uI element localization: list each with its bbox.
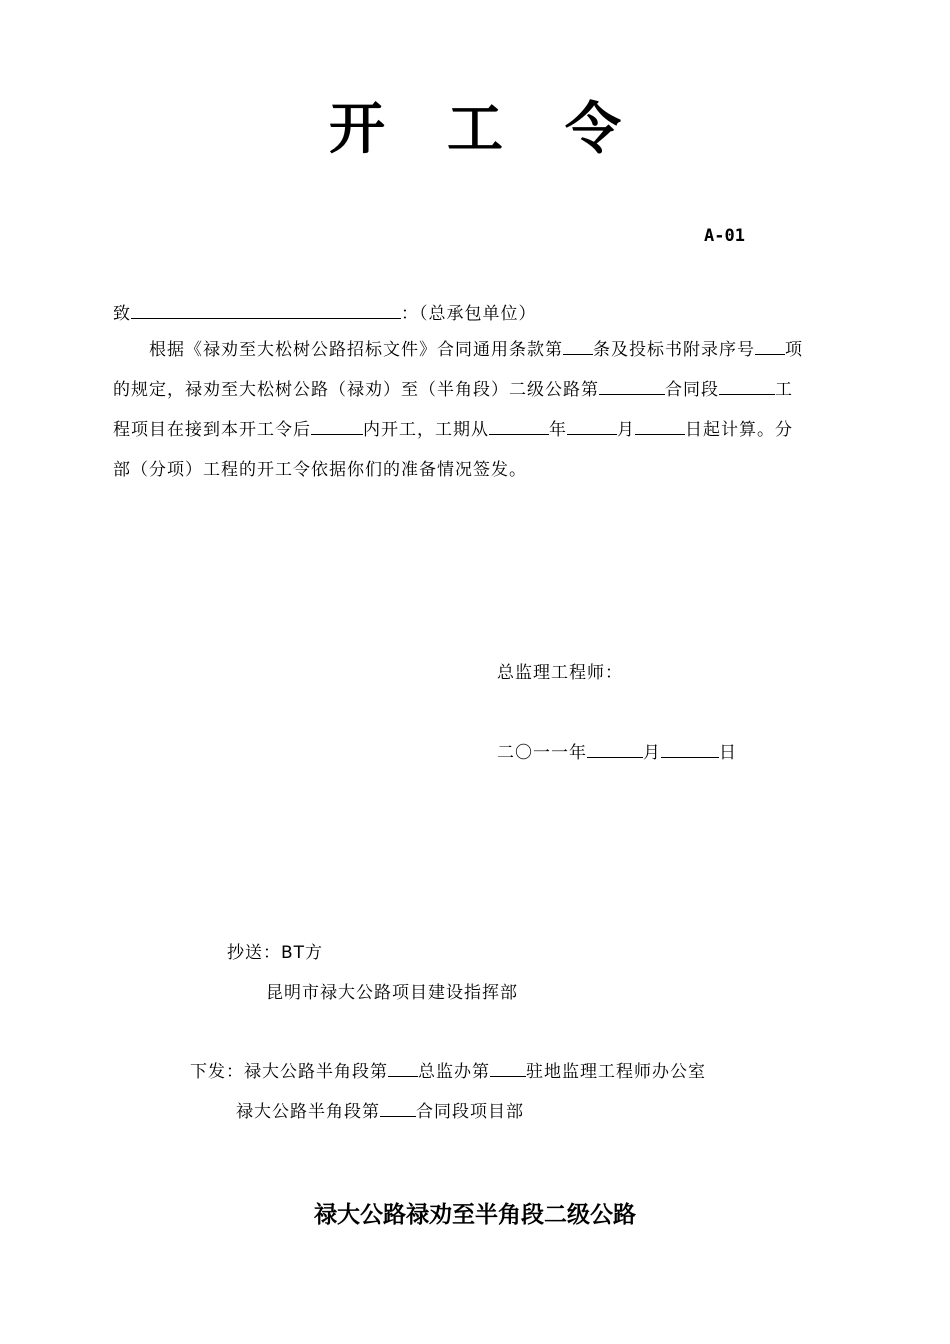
addressee-suffix: ：（总承包单位） <box>401 304 537 324</box>
form-code: A-01 <box>704 226 745 246</box>
title-char-3: 令 <box>565 97 621 162</box>
addressee-line <box>113 299 537 324</box>
body-text-1a: 根据《禄劝至大松树公路招标文件》合同通用条款第 <box>149 340 563 360</box>
body-text-2c: 工 <box>775 380 793 400</box>
signature-date <box>497 738 737 763</box>
body-text-3b: 内开工，工期从 <box>363 420 489 440</box>
start-year-blank[interactable] <box>489 416 549 435</box>
work-item-blank[interactable] <box>719 376 775 395</box>
body-text-2b: 合同段 <box>665 380 719 400</box>
addressee-blank[interactable] <box>131 300 401 319</box>
page-title <box>0 90 950 170</box>
issue-to-line-1 <box>190 1057 706 1082</box>
date-year-prefix: 二〇一一年 <box>497 743 587 763</box>
addressee-prefix: 致 <box>113 304 131 324</box>
issue-to-line-2 <box>236 1097 524 1122</box>
body-paragraph <box>113 330 861 490</box>
body-line-2 <box>113 370 861 410</box>
issue-text-2a: 禄大公路半角段第 <box>236 1102 380 1122</box>
body-line-1 <box>113 330 861 370</box>
contract-section-blank[interactable] <box>599 376 665 395</box>
body-text-1b: 条及投标书附录序号 <box>593 340 755 360</box>
date-month-blank[interactable] <box>587 739 643 758</box>
date-day-label: 日 <box>719 743 737 763</box>
issue-text-2b: 合同段项目部 <box>416 1102 524 1122</box>
date-month-label: 月 <box>643 743 661 763</box>
issue-text-1c: 驻地监理工程师办公室 <box>526 1062 706 1082</box>
body-text-3d: 月 <box>617 420 635 440</box>
body-text-3c: 年 <box>549 420 567 440</box>
body-line-3 <box>113 410 861 450</box>
resident-office-blank[interactable] <box>490 1058 526 1077</box>
title-char-2: 工 <box>447 97 503 162</box>
copy-to-label: 抄送：BT方 <box>227 943 324 963</box>
clause-number-blank[interactable] <box>563 336 593 355</box>
body-text-1c: 项 <box>785 340 803 360</box>
start-month-blank[interactable] <box>567 416 617 435</box>
contract-section-number-blank[interactable] <box>380 1098 416 1117</box>
issue-text-1a: 下发：禄大公路半角段第 <box>190 1062 388 1082</box>
date-day-blank[interactable] <box>661 739 719 758</box>
footer-title: 禄大公路禄劝至半角段二级公路 <box>314 1202 636 1228</box>
start-day-blank[interactable] <box>635 416 685 435</box>
supervision-office-blank[interactable] <box>388 1058 418 1077</box>
start-days-blank[interactable] <box>311 416 363 435</box>
copy-to-recipient: 昆明市禄大公路项目建设指挥部 <box>266 983 518 1003</box>
body-line-4: 部（分项）工程的开工令依据你们的准备情况签发。 <box>113 460 527 480</box>
body-text-3e: 日起计算。分 <box>685 420 793 440</box>
title-char-1: 开 <box>329 97 385 162</box>
engineer-signature-label: 总监理工程师： <box>497 663 623 683</box>
body-text-2a: 的规定，禄劝至大松树公路（禄劝）至（半角段）二级公路第 <box>113 380 599 400</box>
body-text-3a: 程项目在接到本开工令后 <box>113 420 311 440</box>
issue-text-1b: 总监办第 <box>418 1062 490 1082</box>
appendix-number-blank[interactable] <box>755 336 785 355</box>
